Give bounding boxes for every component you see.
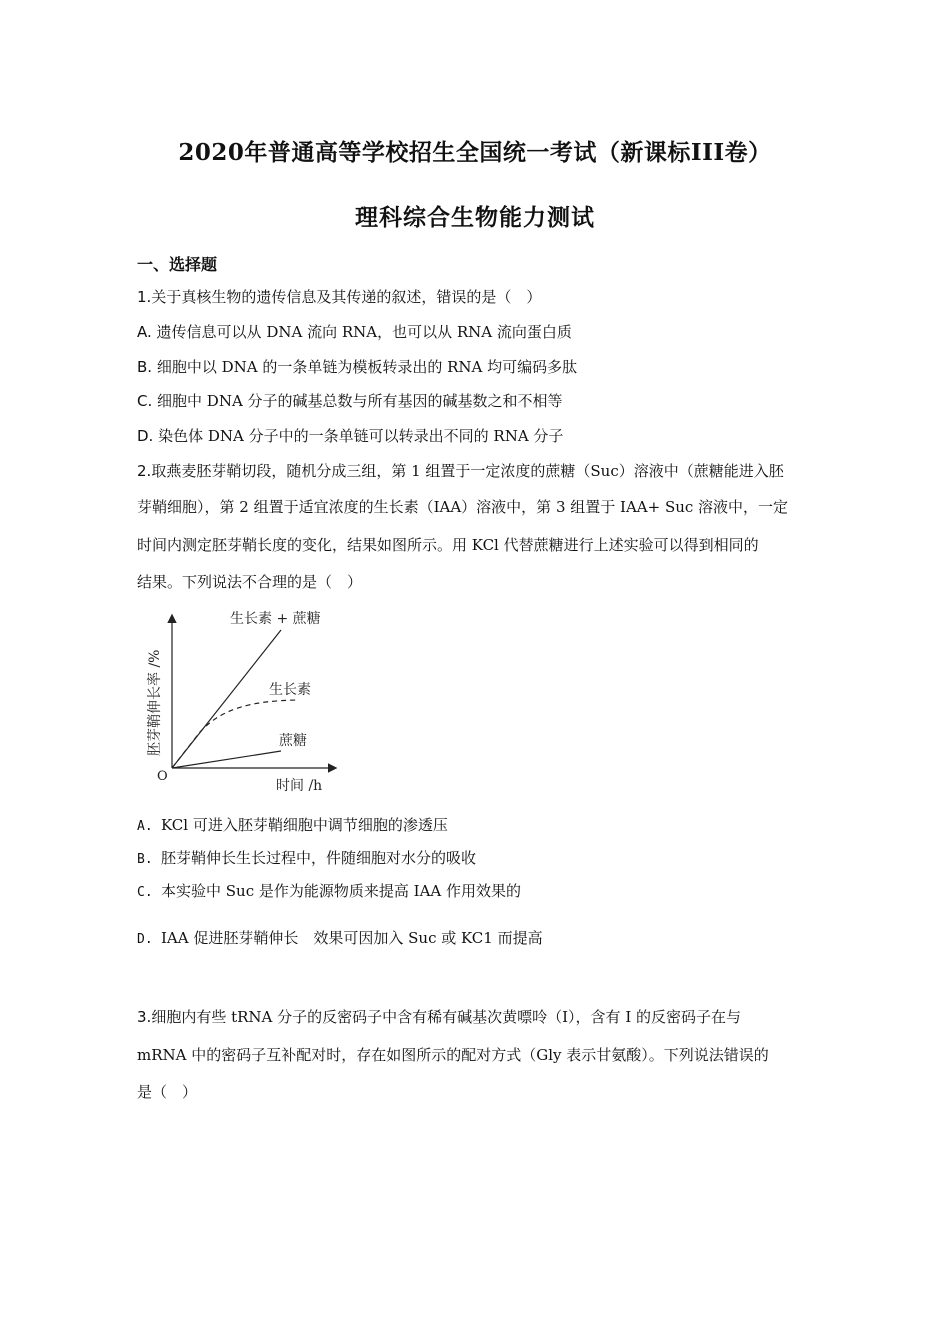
question-2-number: 2. bbox=[137, 462, 152, 480]
question-2-stem-line-3: 时间内测定胚芽鞘长度的变化，结果如图所示。用 KCl 代替蔗糖进行上述实验可以得到相同的 bbox=[137, 536, 759, 554]
option-text: 本实验中 Suc 是作为能源物质来提高 IAA 作用效果的 bbox=[161, 882, 522, 900]
section-heading: 一、选择题 bbox=[137, 255, 218, 274]
question-3-stem-line-1 bbox=[137, 1006, 741, 1027]
question-2-option-c bbox=[137, 880, 521, 901]
option-label: B. bbox=[137, 852, 153, 867]
growth-chart bbox=[137, 608, 347, 798]
x-axis-label: 时间 /h bbox=[276, 778, 323, 794]
question-1-stem bbox=[137, 286, 541, 307]
question-3-stem-line-2: mRNA 中的密码子互补配对时，存在如图所示的配对方式（Gly 表示甘氨酸）。下列说法错误的 bbox=[137, 1046, 769, 1064]
option-text: IAA 促进胚芽鞘伸长 效果可因加入 Suc 或 KC1 而提高 bbox=[161, 929, 543, 947]
question-2-stem-line-1 bbox=[137, 460, 784, 481]
question-1-option-c bbox=[137, 390, 563, 411]
question-3-number: 3. bbox=[137, 1008, 152, 1026]
series-label-iaa-suc: 生长素 + 蔗糖 bbox=[230, 611, 321, 627]
question-3-text: 细胞内有些 tRNA 分子的反密码子中含有稀有碱基次黄嘌呤（I），含有 I 的反密码子在与 bbox=[151, 1008, 742, 1026]
question-2-option-b bbox=[137, 847, 476, 868]
option-label: C. bbox=[137, 392, 153, 410]
option-text: 细胞中以 DNA 的一条单链为模板转录出的 RNA 均可编码多肽 bbox=[156, 358, 578, 376]
question-3-stem-line-3: 是（ ） bbox=[137, 1083, 198, 1101]
question-1-option-a bbox=[137, 321, 572, 342]
question-2-text: 取燕麦胚芽鞘切段，随机分成三组，第 1 组置于一定浓度的蔗糖（Suc）溶液中（蔗糖能进入胚 bbox=[151, 462, 784, 480]
series-label-iaa: 生长素 bbox=[269, 682, 311, 698]
option-text: 胚芽鞘伸长生长过程中，件随细胞对水分的吸收 bbox=[161, 849, 477, 867]
question-2-stem-line-4: 结果。下列说法不合理的是（ ） bbox=[137, 573, 363, 591]
option-text: 细胞中 DNA 分子的碱基总数与所有基因的碱基数之和不相等 bbox=[157, 392, 563, 410]
option-label: D. bbox=[137, 932, 153, 947]
document-subtitle: 理科综合生物能力测试 bbox=[355, 204, 595, 231]
option-label: C. bbox=[137, 885, 153, 900]
document-title: 2020年普通高等学校招生全国统一考试（新课标III卷） bbox=[178, 139, 772, 166]
series-line-suc bbox=[172, 751, 281, 768]
series-label-suc: 蔗糖 bbox=[279, 733, 307, 749]
option-text: KCl 可进入胚芽鞘细胞中调节细胞的渗透压 bbox=[161, 816, 448, 834]
option-label: B. bbox=[137, 358, 153, 376]
origin-label: O bbox=[157, 769, 168, 784]
question-1-number: 1. bbox=[137, 288, 152, 306]
question-2-option-a bbox=[137, 814, 448, 835]
option-text: 染色体 DNA 分子中的一条单链可以转录出不同的 RNA 分子 bbox=[158, 427, 564, 445]
question-1-option-d bbox=[137, 425, 563, 446]
option-text: 遗传信息可以从 DNA 流向 RNA，也可以从 RNA 流向蛋白质 bbox=[156, 323, 572, 341]
question-1-option-b bbox=[137, 356, 577, 377]
question-2-option-d bbox=[137, 927, 543, 948]
option-label: D. bbox=[137, 427, 154, 445]
y-axis-label: 胚芽鞘伸长率 /% bbox=[147, 649, 163, 756]
question-2-stem-line-2: 芽鞘细胞），第 2 组置于适宜浓度的生长素（IAA）溶液中，第 3 组置于 IAA+ Suc 溶液中，一定 bbox=[137, 498, 789, 516]
question-1-text: 关于真核生物的遗传信息及其传递的叙述，错误的是（ ） bbox=[151, 288, 542, 306]
option-label: A. bbox=[137, 819, 153, 834]
series-line-iaa-suc bbox=[172, 630, 281, 768]
option-label: A. bbox=[137, 323, 152, 341]
